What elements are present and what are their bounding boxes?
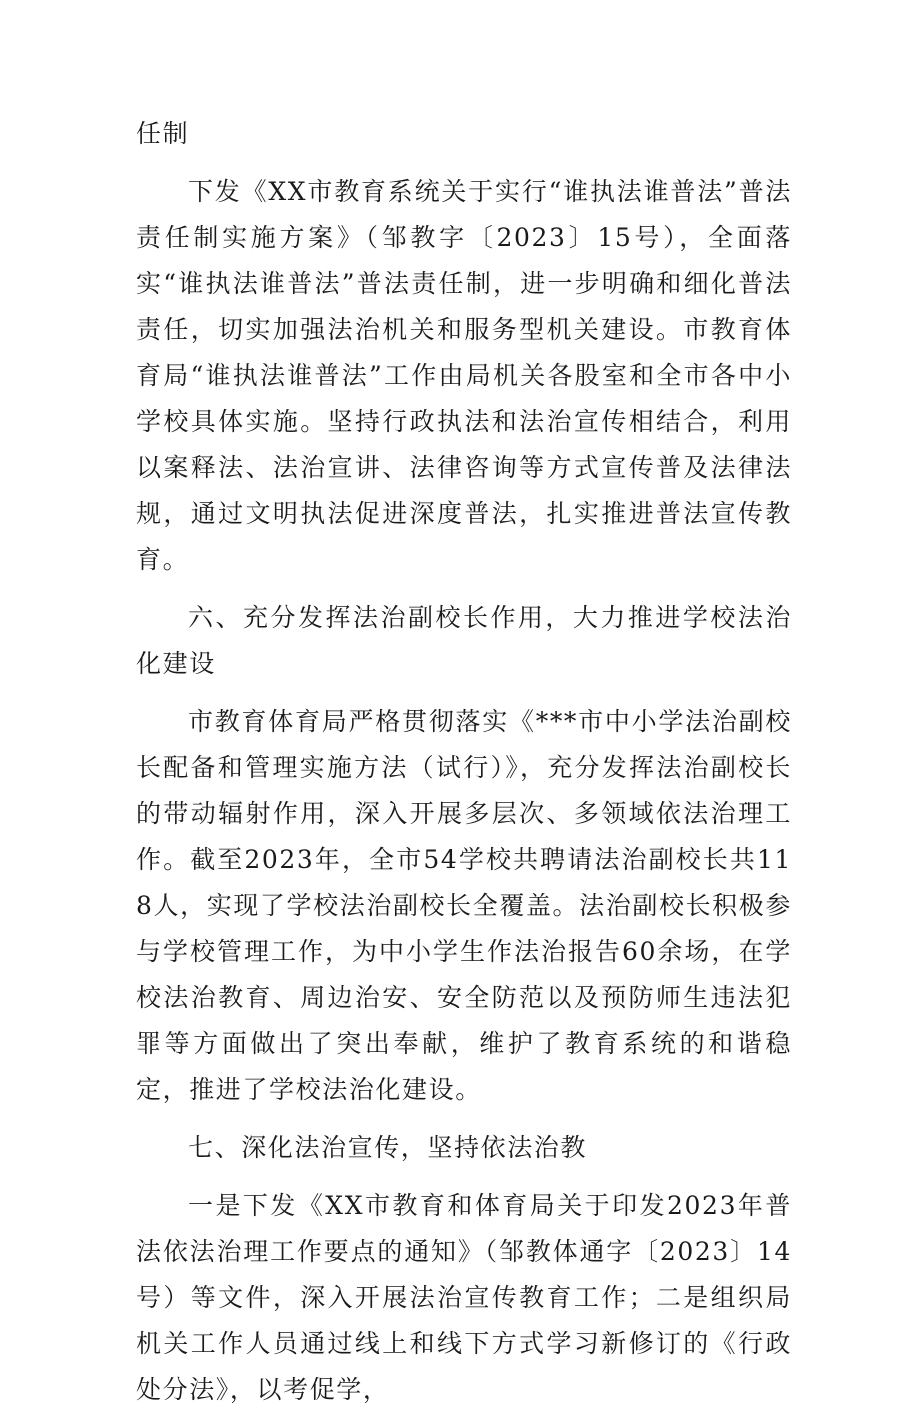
paragraph-vice-principal: 市教育体育局严格贯彻落实《***市中小学法治副校长配备和管理实施方法（试行）》，充分发挥法治副校长的带动辐射作用，深入开展多层次、多领域依法治理工作。截至2023年，全市54学校共聘请法治副校长共118人，实现了学校法治副校长全覆盖。法治副校长积极参与学校管理工作，为中小学生作法治报告60余场，在学校法治教育、周边治安、安全防范以及预防师生违法犯罪等方面做出了突出奉献，维护了教育系统的和谐稳定，推进了学校法治化建设。 [136,707,792,1104]
section-heading-six: 六、充分发挥法治副校长作用，大力推进学校法治化建设 [136,603,792,678]
section-heading-seven: 七、深化法治宣传，坚持依法治教 [188,1133,588,1162]
document-body [136,111,792,1413]
paragraph-responsibility-system: 下发《XX市教育系统关于实行“谁执法谁普法”普法责任制实施方案》（邹教字〔2023〕15号），全面落实“谁执法谁普法”普法责任制，进一步明确和细化普法责任，切实加强法治机关和服务型机关建设。市教育体育局“谁执法谁普法”工作由局机关各股室和全市各中小学校具体实施。坚持行政执法和法治宣传相结合，利用以案释法、法治宣讲、法律咨询等方式宣传普及法律法规，通过文明执法促进深度普法，扎实推进普法宣传教育。 [136,177,792,574]
paragraph-legal-publicity: 一是下发《XX市教育和体育局关于印发2023年普法依法治理工作要点的通知》（邹教体通字〔2023〕14号）等文件，深入开展法治宣传教育工作；二是组织局机关工作人员通过线上和线下方式学习新修订的《行政处分法》，以考促学， [136,1191,792,1404]
paragraph-continuation: 任制 [136,119,190,148]
